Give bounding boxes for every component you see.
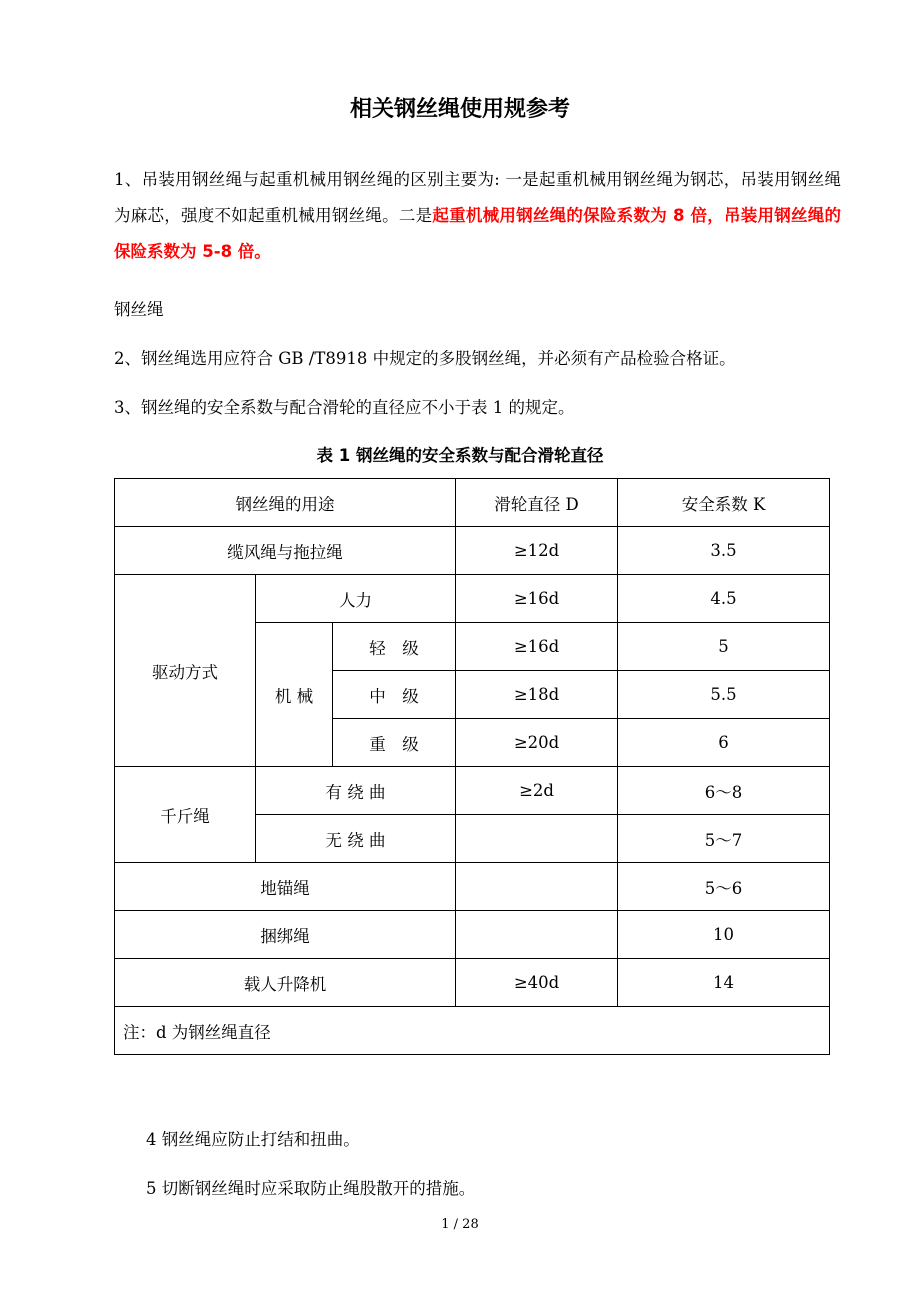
paragraph-5: 5 切断钢丝绳时应采取防止绳股散开的措施。 <box>146 1179 476 1198</box>
table-row <box>115 575 830 623</box>
cell-usage: 捆绑绳 <box>115 911 456 959</box>
header-usage: 钢丝绳的用途 <box>115 479 456 527</box>
cell-factor: 5 <box>618 623 830 671</box>
cell-grade-medium: 中 级 <box>333 671 456 719</box>
paragraph-2: 2、钢丝绳选用应符合 GB /T8918 中规定的多股钢丝绳，并必须有产品检验合格证。 <box>114 349 736 368</box>
cell-diameter: ≥40d <box>456 959 618 1007</box>
cell-mechanical: 机 械 <box>256 623 333 767</box>
cell-grade-heavy: 重 级 <box>333 719 456 767</box>
table-row <box>115 767 830 815</box>
cell-factor: 5.5 <box>618 671 830 719</box>
table-note: 注：d 为钢丝绳直径 <box>115 1007 830 1055</box>
header-pulley-diameter: 滑轮直径 D <box>456 479 618 527</box>
cell-usage: 地锚绳 <box>115 863 456 911</box>
cell-factor: 5～7 <box>618 815 830 863</box>
table-row <box>115 959 830 1007</box>
cell-manual: 人力 <box>256 575 456 623</box>
cell-diameter: ≥12d <box>456 527 618 575</box>
safety-factor-table <box>114 478 830 1055</box>
paragraph-3: 3、钢丝绳的安全系数与配合滑轮的直径应不小于表 1 的规定。 <box>114 398 575 417</box>
cell-usage: 载人升降机 <box>115 959 456 1007</box>
cell-diameter: ≥18d <box>456 671 618 719</box>
cell-diameter: ≥20d <box>456 719 618 767</box>
cell-with-bend: 有 绕 曲 <box>256 767 456 815</box>
cell-diameter <box>456 815 618 863</box>
cell-usage: 缆风绳与拖拉绳 <box>115 527 456 575</box>
cell-drive-mode: 驱动方式 <box>115 575 256 767</box>
table-note-row <box>115 1007 830 1055</box>
cell-factor: 3.5 <box>618 527 830 575</box>
paragraph-1-text: 1、吊装用钢丝绳与起重机械用钢丝绳的区别主要为: 一是起重机械用钢丝绳为钢芯，吊装用钢丝绳为麻芯，强度不如起重机械用钢丝绳。二是 <box>114 170 841 225</box>
page-number: 1 / 28 <box>441 1217 479 1232</box>
cell-diameter: ≥2d <box>456 767 618 815</box>
section-heading: 钢丝绳 <box>114 300 164 319</box>
paragraph-4: 4 钢丝绳应防止打结和扭曲。 <box>146 1130 360 1149</box>
cell-jack-rope: 千斤绳 <box>115 767 256 863</box>
cell-factor: 4.5 <box>618 575 830 623</box>
table-caption: 表 1 钢丝绳的安全系数与配合滑轮直径 <box>316 446 604 465</box>
cell-factor: 5～6 <box>618 863 830 911</box>
paragraph-1 <box>114 162 841 270</box>
table-row <box>115 863 830 911</box>
cell-diameter: ≥16d <box>456 575 618 623</box>
table-header-row <box>115 479 830 527</box>
cell-factor: 14 <box>618 959 830 1007</box>
cell-factor: 6 <box>618 719 830 767</box>
paragraph-1-highlight: 起重机械用钢丝绳的保险系数为 8 倍，吊装用钢丝绳的保险系数为 5-8 倍。 <box>114 206 841 261</box>
cell-factor: 10 <box>618 911 830 959</box>
table-row <box>115 911 830 959</box>
cell-diameter: ≥16d <box>456 623 618 671</box>
table-row <box>115 527 830 575</box>
cell-diameter <box>456 863 618 911</box>
header-safety-factor: 安全系数 K <box>618 479 830 527</box>
page-title: 相关钢丝绳使用规参考 <box>349 97 570 122</box>
cell-factor: 6～8 <box>618 767 830 815</box>
cell-without-bend: 无 绕 曲 <box>256 815 456 863</box>
cell-diameter <box>456 911 618 959</box>
cell-grade-light: 轻 级 <box>333 623 456 671</box>
